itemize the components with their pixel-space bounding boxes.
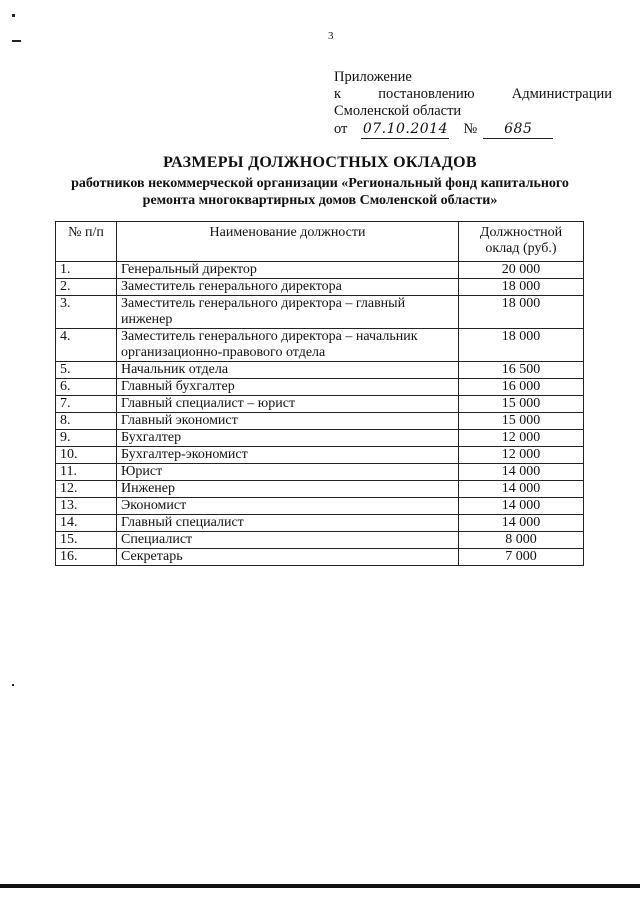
row-position: Главный экономист bbox=[117, 413, 459, 430]
row-position: Заместитель генерального директора bbox=[117, 279, 459, 296]
page-number: 3 bbox=[328, 30, 334, 42]
table-row bbox=[56, 396, 584, 413]
scan-bottom-bar bbox=[0, 884, 640, 888]
table-row bbox=[56, 498, 584, 515]
header-position: Наименование должности bbox=[117, 222, 459, 262]
row-salary: 8 000 bbox=[459, 532, 584, 549]
table-row bbox=[56, 532, 584, 549]
scan-mark-top bbox=[12, 14, 15, 17]
table-row bbox=[56, 447, 584, 464]
row-num: 9. bbox=[56, 430, 117, 447]
row-salary: 15 000 bbox=[459, 413, 584, 430]
row-position: Главный специалист – юрист bbox=[117, 396, 459, 413]
table-header-row bbox=[56, 222, 584, 262]
row-salary: 14 000 bbox=[459, 498, 584, 515]
document-subtitle-line2: ремонта многоквартирных домов Смоленской области» bbox=[142, 193, 498, 208]
row-position: Инженер bbox=[117, 481, 459, 498]
number-sign: № bbox=[463, 121, 478, 137]
row-num: 13. bbox=[56, 498, 117, 515]
row-num: 15. bbox=[56, 532, 117, 549]
row-num: 14. bbox=[56, 515, 117, 532]
row-position: Юрист bbox=[117, 464, 459, 481]
table-row bbox=[56, 481, 584, 498]
row-position: Начальник отдела bbox=[117, 362, 459, 379]
row-num: 10. bbox=[56, 447, 117, 464]
row-salary: 16 500 bbox=[459, 362, 584, 379]
row-salary: 12 000 bbox=[459, 447, 584, 464]
appendix-block bbox=[334, 69, 612, 139]
row-position: Заместитель генерального директора – начальник организационно-правового отдела bbox=[117, 329, 459, 362]
row-salary: 20 000 bbox=[459, 262, 584, 279]
appendix-administration-word: Администрации bbox=[511, 86, 612, 102]
table-row bbox=[56, 430, 584, 447]
row-salary: 7 000 bbox=[459, 549, 584, 566]
handwritten-number: 685 bbox=[483, 121, 553, 139]
row-num: 3. bbox=[56, 296, 117, 329]
row-num: 11. bbox=[56, 464, 117, 481]
scan-mark-mid bbox=[12, 684, 14, 686]
row-position: Заместитель генерального директора – главный инженер bbox=[117, 296, 459, 329]
row-salary: 14 000 bbox=[459, 481, 584, 498]
row-position: Главный специалист bbox=[117, 515, 459, 532]
row-position: Главный бухгалтер bbox=[117, 379, 459, 396]
row-position: Генеральный директор bbox=[117, 262, 459, 279]
row-num: 16. bbox=[56, 549, 117, 566]
appendix-title: Приложение bbox=[334, 69, 412, 85]
row-position: Специалист bbox=[117, 532, 459, 549]
handwritten-date: 07.10.2014 bbox=[362, 121, 448, 137]
row-salary: 12 000 bbox=[459, 430, 584, 447]
table-row bbox=[56, 362, 584, 379]
row-num: 8. bbox=[56, 413, 117, 430]
appendix-region: Смоленской области bbox=[334, 103, 462, 119]
row-num: 12. bbox=[56, 481, 117, 498]
row-num: 2. bbox=[56, 279, 117, 296]
row-salary: 14 000 bbox=[459, 515, 584, 532]
row-salary: 18 000 bbox=[459, 296, 584, 329]
table-row bbox=[56, 296, 584, 329]
row-salary: 15 000 bbox=[459, 396, 584, 413]
row-num: 7. bbox=[56, 396, 117, 413]
table-row bbox=[56, 279, 584, 296]
table-row bbox=[56, 329, 584, 362]
row-salary: 14 000 bbox=[459, 464, 584, 481]
table-row bbox=[56, 262, 584, 279]
row-position: Экономист bbox=[117, 498, 459, 515]
row-position: Бухгалтер bbox=[117, 430, 459, 447]
row-position: Секретарь bbox=[117, 549, 459, 566]
table-row bbox=[56, 413, 584, 430]
appendix-resolution-line bbox=[334, 86, 612, 103]
row-num: 5. bbox=[56, 362, 117, 379]
table-row bbox=[56, 515, 584, 532]
document-subtitle-line1: работников некоммерческой организации «Региональный фонд капитального bbox=[71, 176, 569, 191]
appendix-date-line bbox=[334, 121, 612, 139]
row-salary: 18 000 bbox=[459, 279, 584, 296]
appendix-resolution-word: постановлению bbox=[378, 86, 475, 102]
table-row bbox=[56, 549, 584, 566]
table-row bbox=[56, 464, 584, 481]
row-num: 6. bbox=[56, 379, 117, 396]
row-salary: 18 000 bbox=[459, 329, 584, 362]
scan-mark-arrow bbox=[12, 40, 21, 42]
table-row bbox=[56, 379, 584, 396]
row-num: 1. bbox=[56, 262, 117, 279]
row-salary: 16 000 bbox=[459, 379, 584, 396]
document-title: РАЗМЕРЫ ДОЛЖНОСТНЫХ ОКЛАДОВ bbox=[163, 154, 477, 171]
appendix-to-word: к bbox=[334, 86, 342, 102]
row-num: 4. bbox=[56, 329, 117, 362]
row-position: Бухгалтер-экономист bbox=[117, 447, 459, 464]
header-salary: Должностной оклад (руб.) bbox=[459, 222, 584, 262]
appendix-from-word: от bbox=[334, 121, 348, 137]
header-num: № п/п bbox=[56, 222, 117, 262]
salary-table bbox=[55, 221, 584, 566]
